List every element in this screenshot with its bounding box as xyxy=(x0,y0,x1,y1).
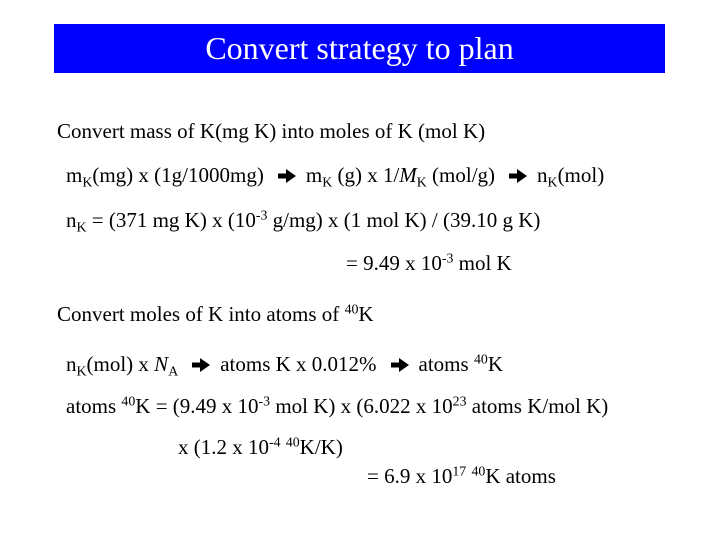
step2-result: = 6.9 x $10^{17}$ $^{40}$K atoms xyxy=(367,463,556,488)
step2-heading: Convert moles of K into atoms of $^{40}$K xyxy=(57,301,374,326)
step1-calculation: $n_K = (371$ mg K) x ($10^{-3}$ g/mg) x (1 mol K) / (39.10 g K) xyxy=(66,207,541,235)
chain-term-1: $n_K(mol)$ x $N_A$ xyxy=(66,352,179,379)
step1-conversion-chain xyxy=(66,162,604,188)
chain-term-1: $m_K(mg)$ x (1g/1000mg) xyxy=(66,163,264,190)
step2-calculation: atoms $^{40}$K = (9.49 x $10^{-3}$ mol K) x (6.022 x $10^{23}$ atoms K/mol K) xyxy=(66,393,609,418)
chain-term-2: atoms K x 0.012% xyxy=(220,352,377,376)
chain-term-2: $m_K$ (g) x $1/M_K$ (mol/g) xyxy=(305,163,496,190)
step2-conversion-chain xyxy=(66,351,503,377)
slide-title: Convert strategy to plan xyxy=(54,24,665,73)
chain-term-3: $n_K(mol)$ xyxy=(537,163,605,190)
right-arrow-icon xyxy=(192,358,210,372)
step1-result: = 9.49 x $10^{-3}$ mol K xyxy=(346,250,512,275)
right-arrow-icon xyxy=(509,169,527,183)
step1-heading: Convert mass of K(mg K) into moles of K (mol K) xyxy=(57,119,486,143)
step2-factor: x (1.2 x $10^{-4}$ $^{40}$K/K) xyxy=(178,434,343,459)
right-arrow-icon xyxy=(278,169,296,183)
chain-term-3: atoms $^{40}$K xyxy=(418,351,503,376)
right-arrow-icon xyxy=(391,358,409,372)
